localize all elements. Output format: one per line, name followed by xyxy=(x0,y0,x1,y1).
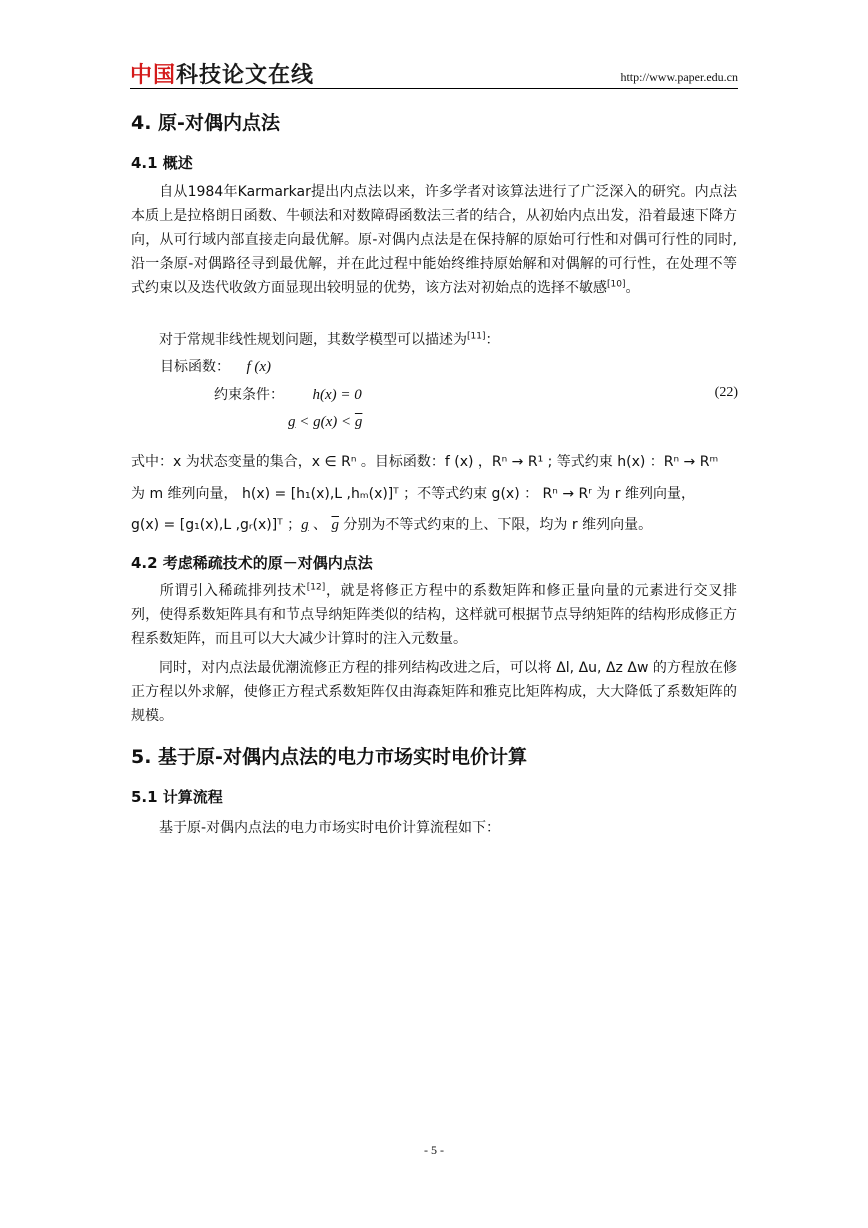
description-line-1: 式中：x 为状态变量的集合，x ∈ Rⁿ 。目标函数：f (x) ，Rⁿ → R¹ ; 等式约束 h(x) ：Rⁿ → Rᵐ xyxy=(131,454,719,470)
citation: [10] xyxy=(607,279,626,290)
section-4-2-paragraph-1: 所谓引入稀疏排列技术[12]，就是将修正方程中的系数矩阵和修正量向量的元素进行交叉排列，使得系数矩阵具有和节点导纳矩阵类似的结构，这样就可根据节点导纳矩阵的结构形成修正方程系数矩阵，而且可以大大减少计算时的注入元数量。 xyxy=(131,582,738,647)
description-line-3: g(x) = [g₁(x),L ,gᵣ(x)]ᵀ ；g 、 $\overline{g}$ 分别为不等式约束的上、下限，均为 r 维列向量。 xyxy=(131,517,653,533)
upper-bound: $\overline{g}$ xyxy=(354,414,363,430)
description-line-2: 为 m 维列向量， h(x) = [h₁(x),L ,hₘ(x)]ᵀ ；不等式约束 g(x) ： Rⁿ → Rʳ 为 r 维列向量， xyxy=(131,486,695,502)
lower-bound: g xyxy=(288,414,296,430)
section-5-1-paragraph-1: 基于原-对偶内点法的电力市场实时电价计算流程如下： xyxy=(159,820,501,836)
section-4-title: 4. 原-对偶内点法 xyxy=(131,112,280,134)
section-5-1-title: 5.1 计算流程 xyxy=(131,788,223,806)
logo-part-name: 科技论文在线 xyxy=(176,63,315,88)
header-rule xyxy=(130,88,738,89)
journal-logo xyxy=(130,58,314,89)
lower-bound-symbol: g xyxy=(301,517,309,533)
objective-expression: f (x) xyxy=(246,359,272,375)
constraint-label: 约束条件： xyxy=(214,387,284,403)
inequality-expression: < g(x) < xyxy=(295,414,355,430)
citation: [11] xyxy=(467,331,486,342)
section-4-1-paragraph-2: 对于常规非线性规划问题，其数学模型可以描述为[11]： xyxy=(159,331,500,348)
constraint-expression: h(x) = 0 xyxy=(312,387,362,403)
logo-part-china: 中国 xyxy=(130,63,177,88)
header-url: http://www.paper.edu.cn xyxy=(620,70,738,84)
section-4-2-title: 4.2 考虑稀疏技术的原－对偶内点法 xyxy=(131,554,373,572)
citation: [12] xyxy=(306,582,326,593)
section-5-title: 5. 基于原-对偶内点法的电力市场实时电价计算 xyxy=(131,746,527,768)
upper-bound-symbol: $\overline{g}$ xyxy=(331,517,339,533)
equation-number: (22) xyxy=(714,385,738,400)
section-4-1-title: 4.1 概述 xyxy=(131,154,193,172)
objective-row xyxy=(160,356,271,376)
constraint-row xyxy=(214,384,362,404)
objective-label: 目标函数： xyxy=(160,359,230,375)
section-4-2-paragraph-2: 同时，对内点法最优潮流修正方程的排列结构改进之后，可以将 Δl, Δu, Δz Δw 的方程放在修正方程以外求解，使修正方程式系数矩阵仅由海森矩阵和雅克比矩阵构成，大大降低了系数矩阵的规模。 xyxy=(131,660,737,724)
section-4-1-paragraph-1: 自从1984年Karmarkar提出内点法以来，许多学者对该算法进行了广泛深入的研究。内点法本质上是拉格朗日函数、牛顿法和对数障碍函数法三者的结合，从初始内点出发，沿着最速下降方向，从可行域内部直接走向最优解。原-对偶内点法是在保持解的原始可行性和对偶可行性的同时, 沿一条原-对偶路径寻到最优解，并在此过程中能始终维持原始解和对偶解的可行性，在处理不等式约束以及迭代收敛方面显现出较明显的优势，该方法对初始点的选择不敏感[10]。 xyxy=(131,184,737,296)
inequality-row xyxy=(288,414,362,431)
page-number: - 5 - xyxy=(424,1143,444,1157)
